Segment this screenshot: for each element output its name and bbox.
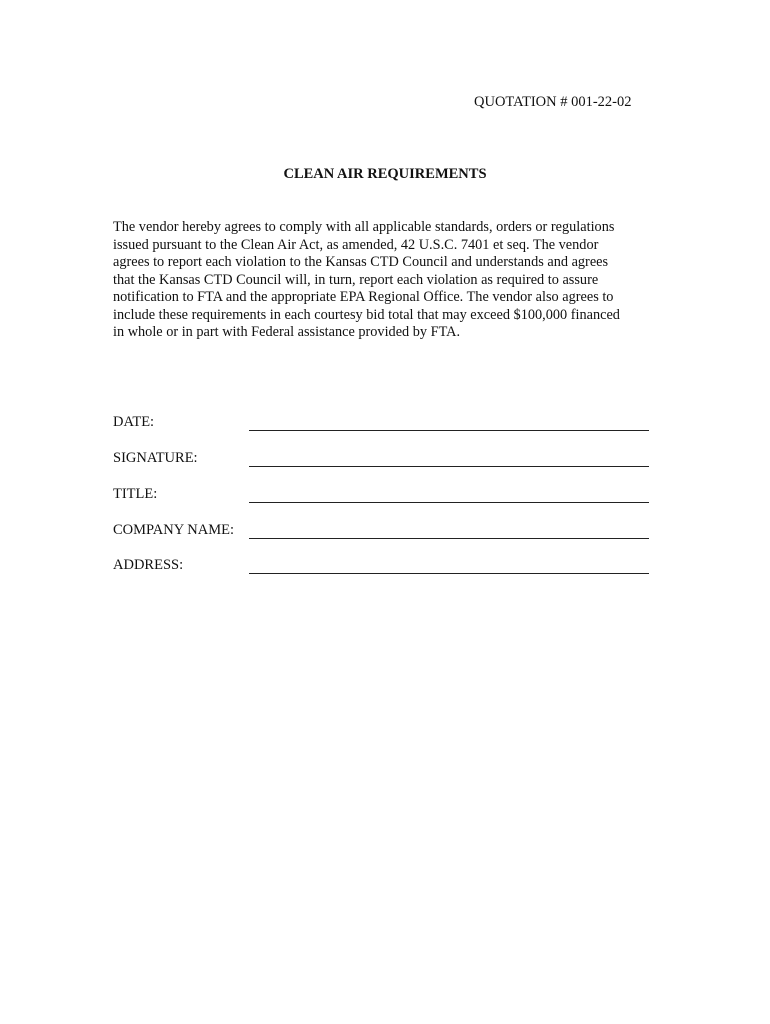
address-input-line[interactable]	[249, 573, 649, 574]
title-input-line[interactable]	[249, 502, 649, 503]
date-input-line[interactable]	[249, 430, 649, 431]
company-name-label: COMPANY NAME:	[113, 522, 234, 538]
body-line: in whole or in part with Federal assistance provided by FTA.	[113, 324, 461, 340]
document-title-text: CLEAN AIR REQUIREMENTS	[283, 166, 487, 182]
body-paragraph	[113, 219, 658, 342]
body-line: The vendor hereby agrees to comply with all applicable standards, orders or regulations	[113, 219, 615, 235]
quotation-number: QUOTATION # 001-22-02	[474, 94, 632, 110]
document-title	[0, 166, 770, 183]
body-line: include these requirements in each courtesy bid total that may exceed $100,000 financed	[113, 306, 620, 323]
address-field-row	[113, 557, 653, 577]
title-label: TITLE:	[113, 486, 158, 502]
date-label: DATE:	[113, 414, 155, 430]
body-line: agrees to report each violation to the Kansas CTD Council and understands and agrees	[113, 254, 609, 270]
company-name-input-line[interactable]	[249, 538, 649, 539]
company-name-field-row	[113, 522, 653, 542]
body-line: issued pursuant to the Clean Air Act, as amended, 42 U.S.C. 7401 et seq. The vendor	[113, 236, 599, 253]
title-field-row	[113, 486, 653, 506]
body-line: notification to FTA and the appropriate EPA Regional Office. The vendor also agrees to	[113, 289, 614, 305]
signature-input-line[interactable]	[249, 466, 649, 467]
signature-field-row	[113, 450, 653, 470]
address-label: ADDRESS:	[113, 557, 184, 573]
date-field-row	[113, 414, 653, 434]
body-line: that the Kansas CTD Council will, in turn, report each violation as required to assure	[113, 271, 599, 288]
signature-label: SIGNATURE:	[113, 450, 198, 466]
